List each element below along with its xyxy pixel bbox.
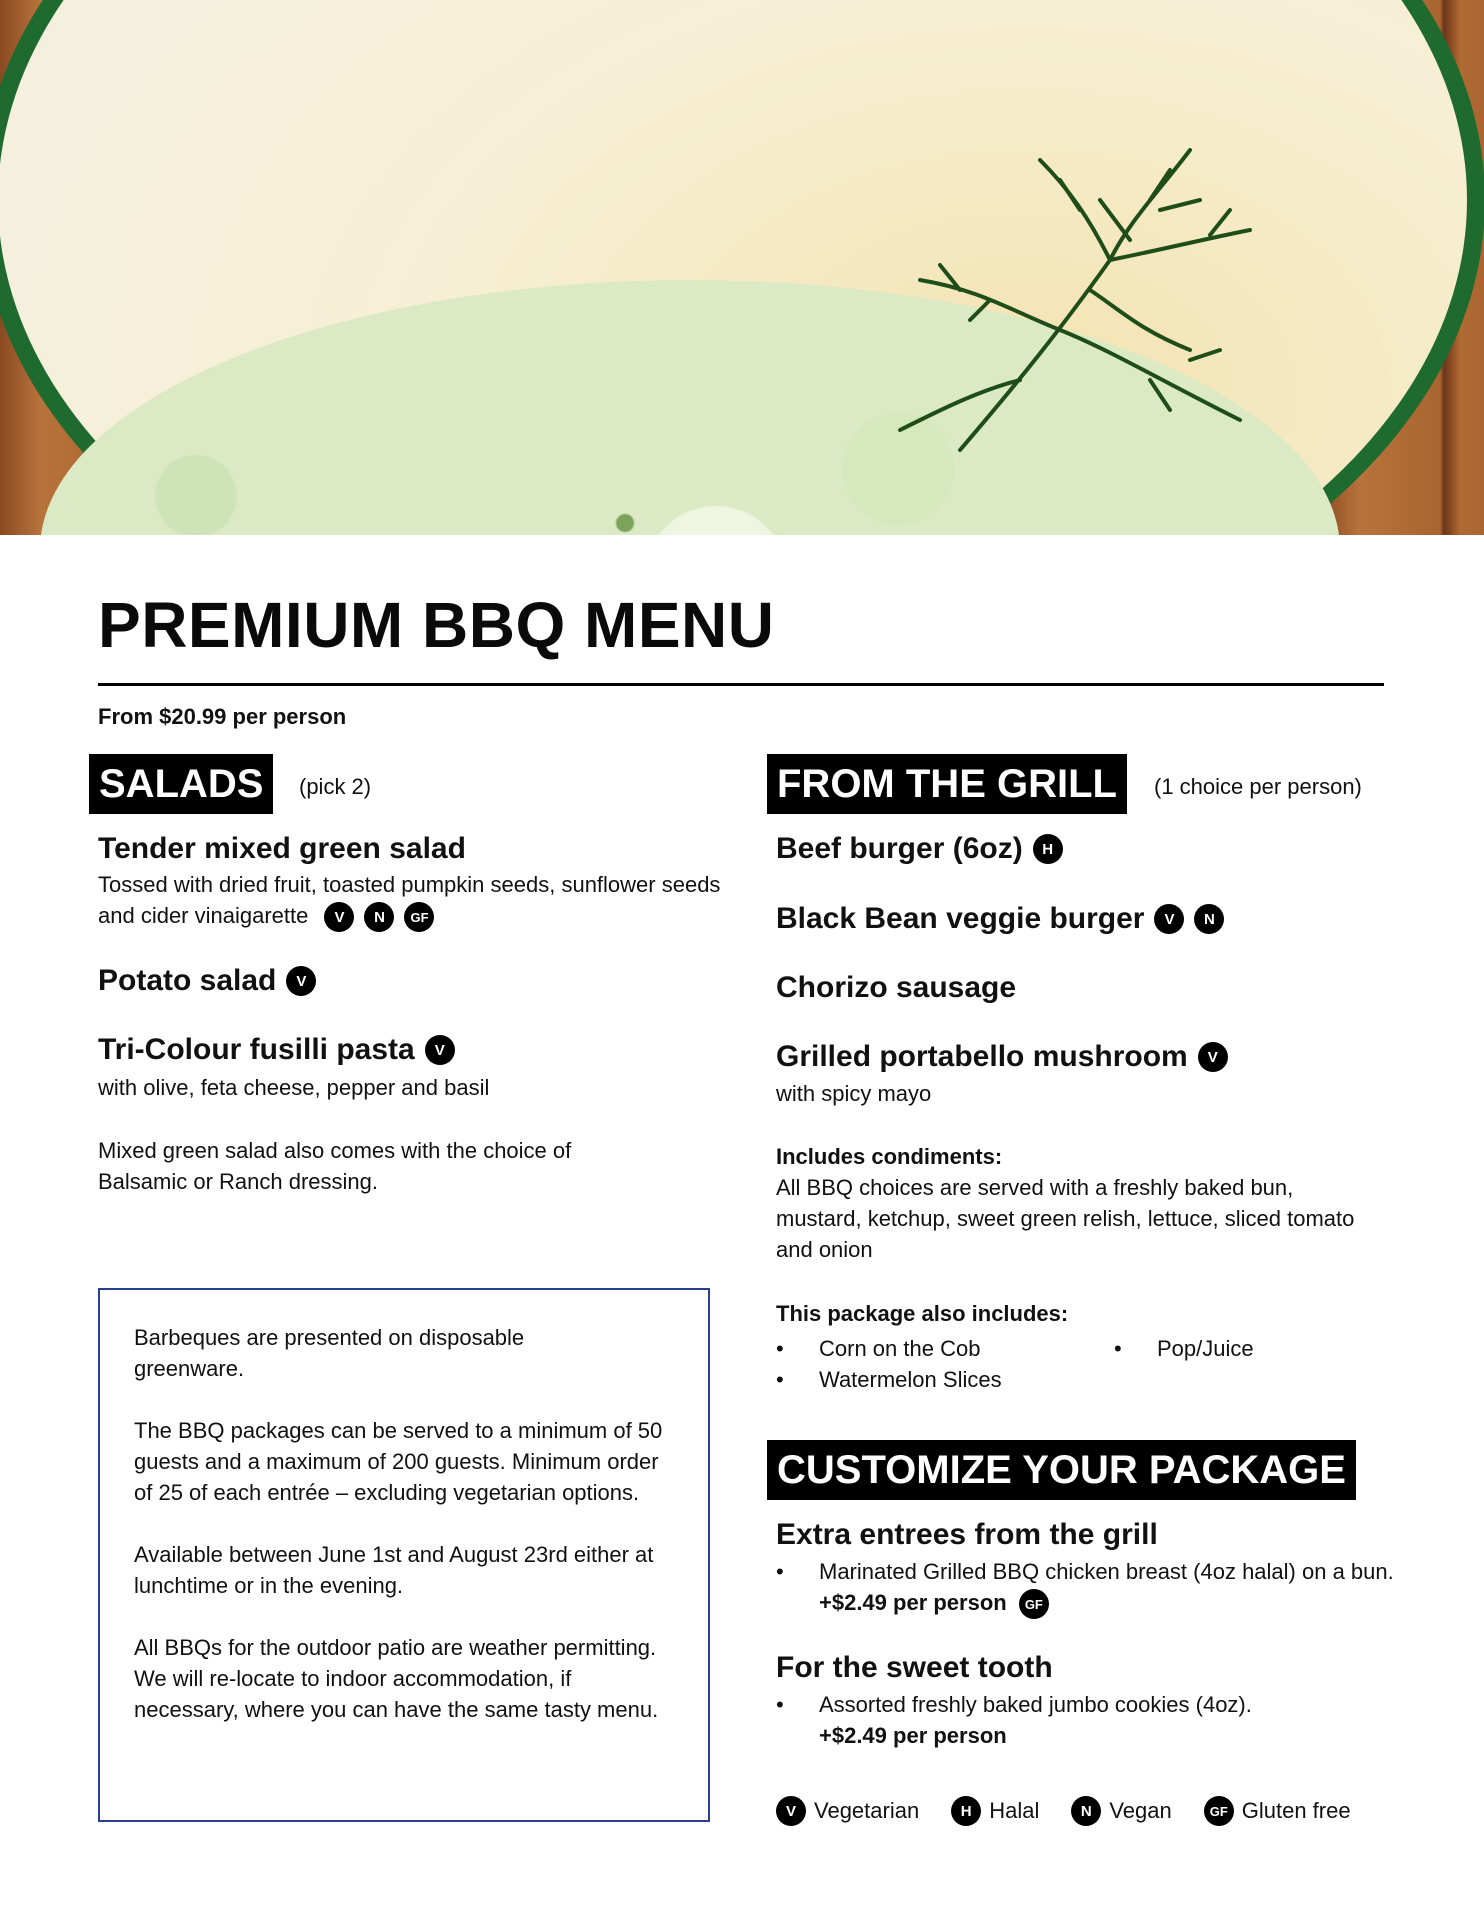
gluten-free-badge-icon: GF <box>1204 1796 1234 1826</box>
info-paragraph: Barbeques are presented on disposable greenware. <box>134 1325 525 1381</box>
vegan-badge-icon: N <box>1194 904 1224 934</box>
vegetarian-badge-icon: V <box>324 902 354 932</box>
dill-garnish-icon <box>860 130 1280 470</box>
info-box <box>98 1288 710 1822</box>
sweet-tooth-list <box>776 1689 1376 1751</box>
price-per-person: From $20.99 per person <box>98 704 347 729</box>
item-name: Chorizo sausage <box>776 971 1017 1004</box>
extra-entrees-title: Extra entrees from the grill <box>776 1518 1158 1551</box>
legend-entry-vegan: N Vegan <box>1071 1796 1171 1826</box>
vegetarian-badge-icon: V <box>1198 1042 1228 1072</box>
salad-item-mixed-green <box>98 832 466 866</box>
vegetarian-badge-icon: V <box>425 1035 455 1065</box>
list-item: • Assorted freshly baked jumbo cookies (4oz). +$2.49 per person <box>776 1689 1376 1751</box>
item-name: Potato salad <box>98 964 277 997</box>
package-includes-list <box>776 1333 1002 1395</box>
legend-entry-halal: H Halal <box>951 1796 1039 1826</box>
grill-item-portabello <box>776 1040 1228 1074</box>
item-name: Beef burger (6oz) <box>776 832 1023 865</box>
grill-item-veggie-burger <box>776 902 1224 936</box>
dietary-legend <box>776 1796 1383 1826</box>
grill-item-beef-burger <box>776 832 1063 866</box>
grill-heading: FROM THE GRILL <box>767 754 1127 814</box>
vegetarian-badge-icon: V <box>286 966 316 996</box>
extra-entrees-list <box>776 1556 1396 1619</box>
page-title: PREMIUM BBQ MENU <box>98 589 775 661</box>
condiments-heading: Includes condiments: <box>776 1144 1003 1169</box>
condiments-text: All BBQ choices are served with a freshly baked bun, mustard, ketchup, sweet green relish, lettuce, sliced tomato and onion <box>776 1175 1355 1262</box>
package-includes-list <box>1114 1333 1254 1364</box>
list-item: • Pop/Juice <box>1114 1333 1254 1364</box>
vegetarian-badge-icon: V <box>776 1796 806 1826</box>
sweet-price: +$2.49 per person <box>819 1723 1007 1748</box>
legend-entry-vegetarian: V Vegetarian <box>776 1796 919 1826</box>
info-paragraph: All BBQs for the outdoor patio are weather permitting. We will re-locate to indoor accommodation, if necessary, where you can have the same tasty menu. <box>134 1635 659 1722</box>
package-includes-heading: This package also includes: <box>776 1301 1069 1326</box>
item-name: Tender mixed green salad <box>98 832 466 865</box>
halal-badge-icon: H <box>951 1796 981 1826</box>
salad-item-description: with olive, feta cheese, pepper and basil <box>98 1075 490 1100</box>
grill-choice-note: (1 choice per person) <box>1154 774 1362 799</box>
legend-entry-gluten-free: GF Gluten free <box>1204 1796 1351 1826</box>
list-item: • Marinated Grilled BBQ chicken breast (4oz halal) on a bun. +$2.49 per person GF <box>776 1556 1396 1619</box>
vegetarian-badge-icon: V <box>1154 904 1184 934</box>
dressing-note: Mixed green salad also comes with the choice of Balsamic or Ranch dressing. <box>98 1138 572 1194</box>
info-paragraph: The BBQ packages can be served to a minimum of 50 guests and a maximum of 200 guests. Minimum order of 25 of each entrée – excluding vegetarian options. <box>134 1418 663 1505</box>
halal-badge-icon: H <box>1033 834 1063 864</box>
gluten-free-badge-icon: GF <box>1019 1589 1049 1619</box>
sweet-tooth-title: For the sweet tooth <box>776 1651 1053 1684</box>
salads-pick-note: (pick 2) <box>299 774 372 799</box>
gluten-free-badge-icon: GF <box>404 902 434 932</box>
item-name: Black Bean veggie burger <box>776 902 1145 935</box>
vegan-badge-icon: N <box>1071 1796 1101 1826</box>
vegan-badge-icon: N <box>364 902 394 932</box>
hero-photo-potato-salad <box>0 0 1484 535</box>
list-item: • Watermelon Slices <box>776 1364 1002 1395</box>
info-paragraph: Available between June 1st and August 23rd either at lunchtime or in the evening. <box>134 1542 654 1598</box>
salads-heading: SALADS <box>89 754 273 814</box>
grill-item-description: with spicy mayo <box>776 1081 932 1106</box>
extra-price: +$2.49 per person <box>819 1590 1007 1615</box>
salad-item-potato <box>98 964 316 998</box>
item-name: Tri-Colour fusilli pasta <box>98 1033 415 1066</box>
salad-item-description: Tossed with dried fruit, toasted pumpkin seeds, sunflower seeds and cider vinaigarette V N GF <box>98 869 738 932</box>
grill-item-chorizo <box>776 971 1016 1005</box>
salad-item-fusilli <box>98 1033 455 1067</box>
title-divider <box>98 683 1384 686</box>
customize-heading: CUSTOMIZE YOUR PACKAGE <box>767 1440 1356 1500</box>
list-item: • Corn on the Cob <box>776 1333 1002 1364</box>
item-name: Grilled portabello mushroom <box>776 1040 1188 1073</box>
